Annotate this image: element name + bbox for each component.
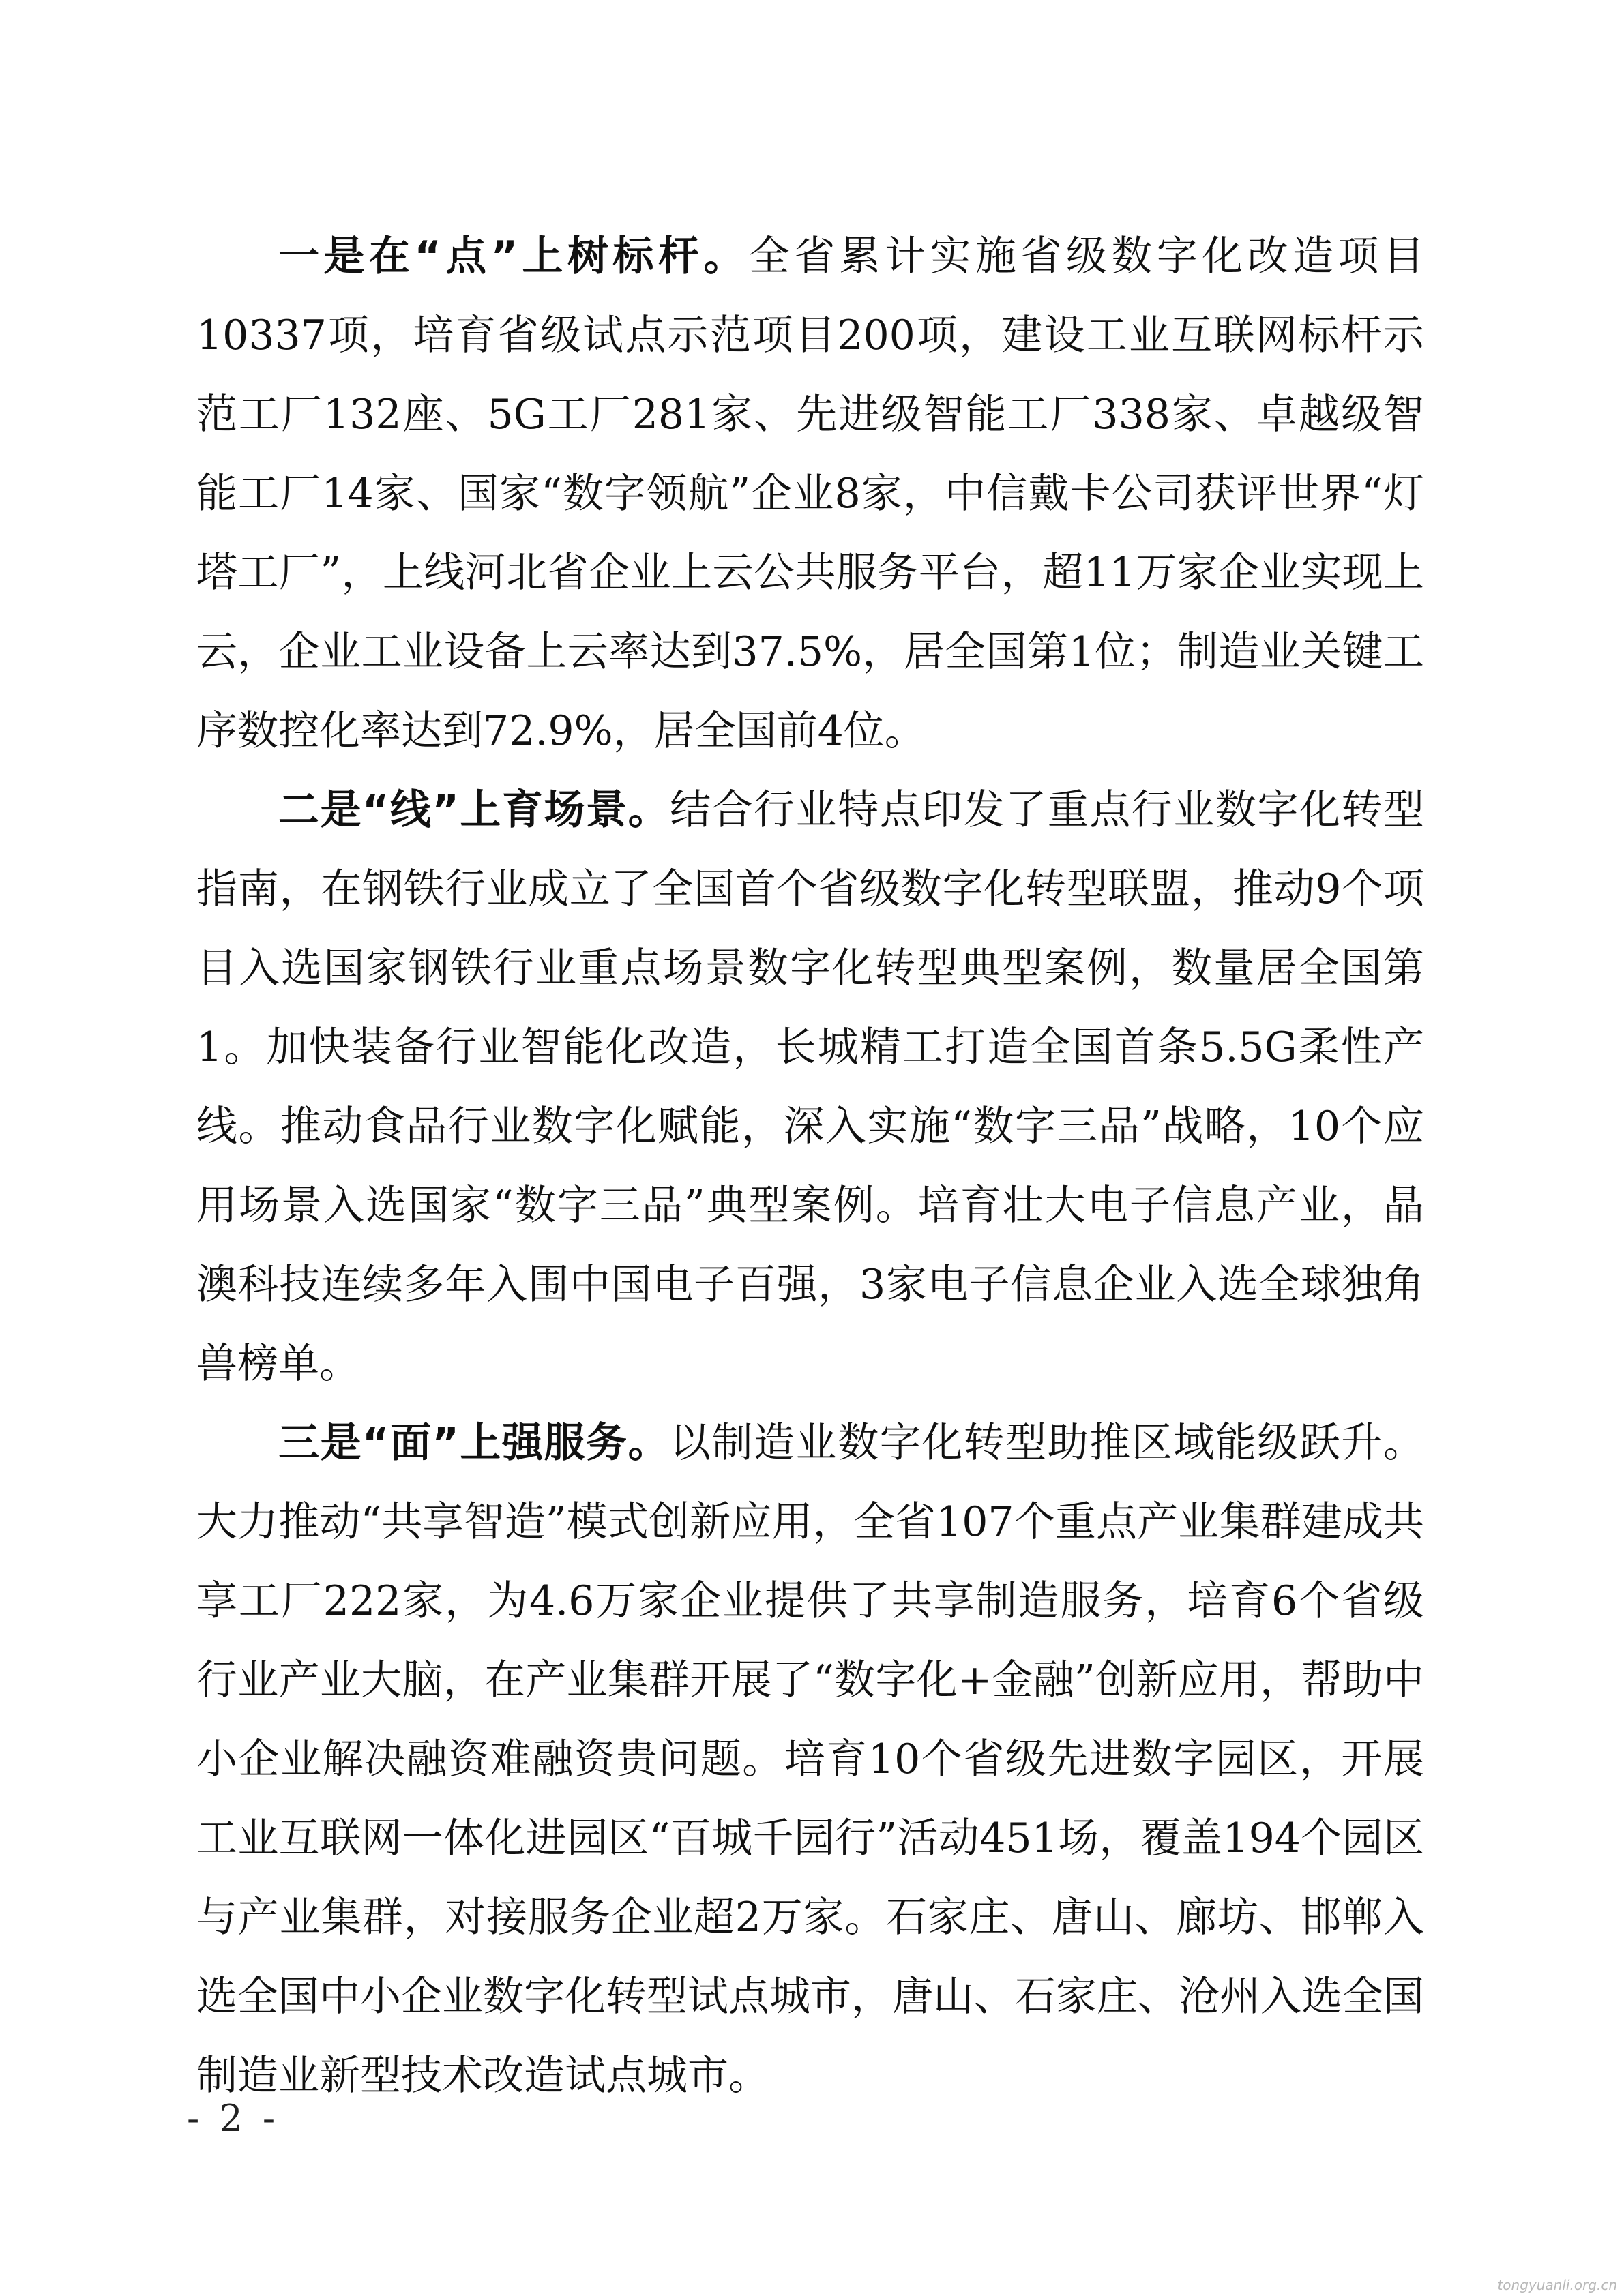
- paragraph-2: [196, 771, 1424, 1403]
- paragraph-1-body: 全省累计实施省级数字化改造项目10337项，培育省级试点示范项目200项，建设工业互联网标杆示范工厂132座、5G工厂281家、先进级智能工厂338家、卓越级智能工厂14家、国家“数字领航”企业8家，中信戴卡公司获评世界“灯塔工厂”，上线河北省企业上云公共服务平台，超11万家企业实现上云，企业工业设备上云率达到37.5%，居全国第1位；制造业关键工序数控化率达到72.9%，居全国前4位。: [196, 233, 1424, 755]
- watermark: tongyuanli.org.cn: [1497, 2277, 1617, 2293]
- paragraph-3-body: 以制造业数字化转型助推区域能级跃升。大力推动“共享智造”模式创新应用，全省107个重点产业集群建成共享工厂222家，为4.6万家企业提供了共享制造服务，培育6个省级行业产业大脑，在产业集群开展了“数字化+金融”创新应用，帮助中小企业解决融资难融资贵问题。培育10个省级先进数字园区，开展工业互联网一体化进园区“百城千园行”活动451场，覆盖194个园区与产业集群，对接服务企业超2万家。石家庄、唐山、廊坊、邯郸入选全国中小企业数字化转型试点城市，唐山、石家庄、沧州入选全国制造业新型技术改造试点城市。: [196, 1419, 1425, 2100]
- paragraph-2-body: 结合行业特点印发了重点行业数字化转型指南，在钢铁行业成立了全国首个省级数字化转型联盟，推动9个项目入选国家钢铁行业重点场景数字化转型典型案例，数量居全国第1。加快装备行业智能化改造，长城精工打造全国首条5.5G柔性产线。推动食品行业数字化赋能，深入实施“数字三品”战略，10个应用场景入选国家“数字三品”典型案例。培育壮大电子信息产业，晶澳科技连续多年入围中国电子百强，3家电子信息企业入选全球独角兽榜单。: [196, 786, 1425, 1388]
- paragraph-1-lead: 一是在“点”上树标杆。: [278, 233, 749, 280]
- paragraph-2-lead: 二是“线”上育场景。: [278, 786, 670, 834]
- paragraph-3-lead: 三是“面”上强服务。: [278, 1419, 670, 1467]
- paragraph-3: [196, 1403, 1424, 2115]
- paragraph-1: [196, 217, 1424, 771]
- page-number: - 2 -: [187, 2097, 280, 2140]
- document-body: [196, 217, 1424, 2115]
